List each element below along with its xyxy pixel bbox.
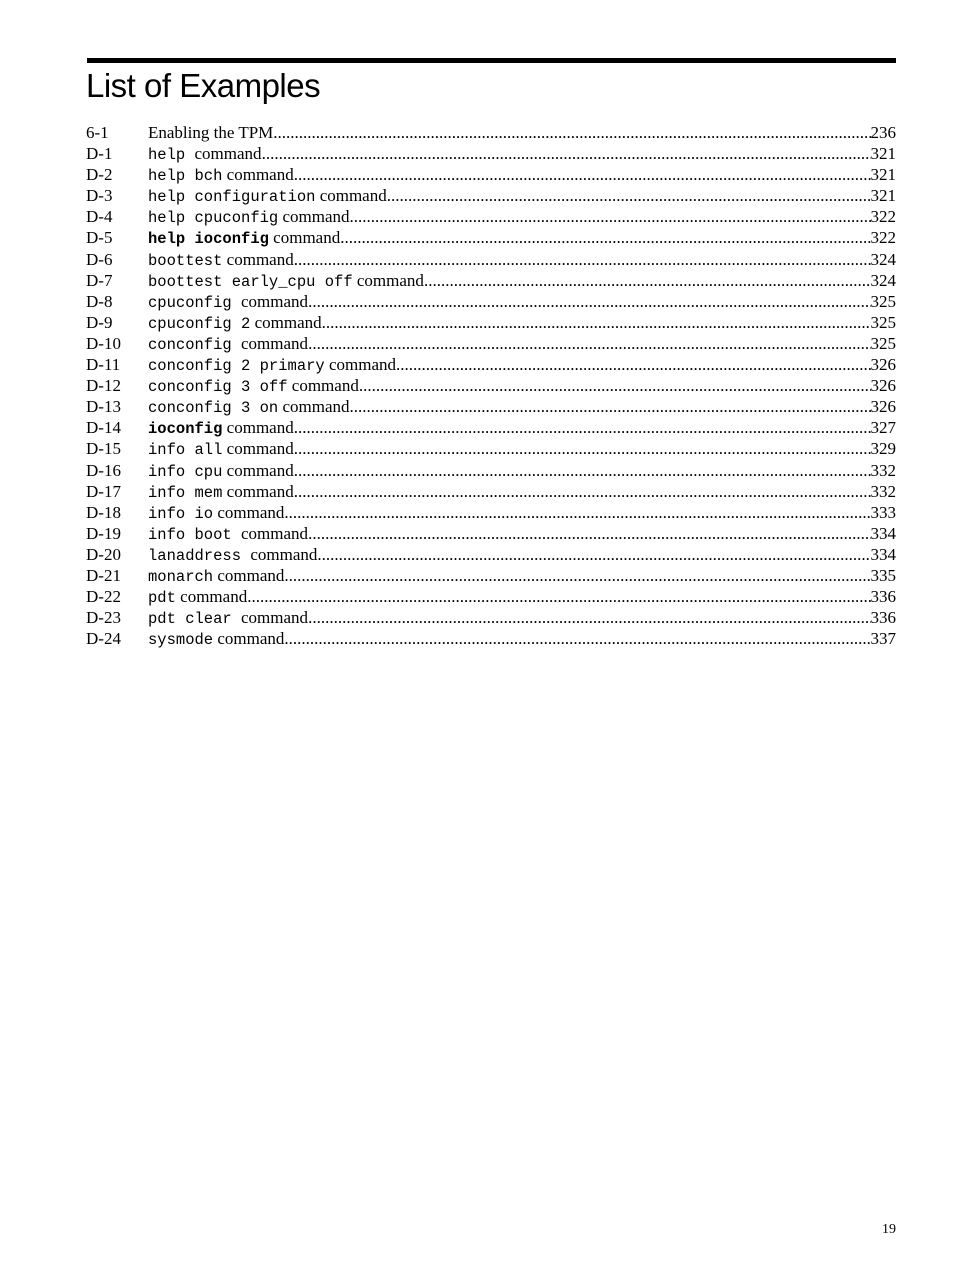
- example-title: [148, 481, 294, 504]
- example-code: cpuconfig: [148, 293, 242, 312]
- dot-leader: [294, 438, 871, 459]
- list-item[interactable]: [86, 122, 896, 143]
- list-item[interactable]: [86, 438, 896, 459]
- example-text: command: [352, 270, 424, 290]
- dot-leader: [340, 227, 870, 248]
- example-code: info io: [148, 504, 214, 523]
- example-page: 335: [870, 565, 896, 585]
- dot-leader: [247, 586, 870, 607]
- example-text: command: [213, 629, 285, 649]
- example-page: 324: [870, 270, 896, 290]
- dot-leader: [294, 249, 871, 270]
- example-number: D-5: [86, 228, 113, 248]
- example-code: help configuration: [148, 188, 316, 207]
- example-number: D-18: [86, 502, 121, 522]
- list-item[interactable]: [86, 206, 896, 227]
- example-page: 337: [870, 629, 896, 649]
- example-title: [148, 206, 350, 229]
- example-title: [148, 586, 247, 609]
- example-title: [148, 628, 284, 651]
- example-text: command: [315, 186, 387, 206]
- example-number: D-1: [86, 144, 113, 164]
- list-item[interactable]: [86, 565, 896, 586]
- top-rule: [87, 58, 896, 63]
- list-item[interactable]: [86, 523, 896, 544]
- example-text: command: [213, 565, 285, 585]
- example-code: pdt clear: [148, 610, 242, 629]
- dot-leader: [359, 375, 871, 396]
- example-code: info all: [148, 441, 223, 460]
- example-title: [148, 502, 284, 525]
- example-title: [148, 565, 284, 588]
- dot-leader: [317, 544, 870, 565]
- example-number: D-11: [86, 355, 121, 375]
- example-number: D-12: [86, 376, 121, 396]
- example-title: [148, 312, 322, 335]
- example-title: [148, 270, 424, 293]
- dot-leader: [424, 270, 871, 291]
- list-item[interactable]: [86, 291, 896, 312]
- example-text: command: [241, 291, 309, 311]
- example-title: [148, 122, 273, 145]
- example-code: boottest: [148, 251, 223, 270]
- example-page: 321: [870, 186, 896, 206]
- example-page: 325: [870, 333, 896, 353]
- example-code: cpuconfig 2: [148, 314, 251, 333]
- example-text: command: [222, 439, 294, 459]
- list-item[interactable]: [86, 227, 896, 248]
- dot-leader: [284, 565, 870, 586]
- example-title: [148, 185, 387, 208]
- example-page: 325: [870, 312, 896, 332]
- dot-leader: [284, 502, 870, 523]
- example-text: command: [194, 144, 262, 164]
- dot-leader: [284, 628, 870, 649]
- example-code: conconfig 3 on: [148, 399, 279, 418]
- example-page: 334: [870, 544, 896, 564]
- example-page: 324: [870, 249, 896, 269]
- example-title: [148, 417, 294, 440]
- example-number: D-20: [86, 544, 121, 564]
- dot-leader: [273, 122, 870, 143]
- example-code: boottest early_cpu off: [148, 272, 353, 291]
- example-code: lanaddress: [148, 546, 251, 565]
- example-number: D-9: [86, 312, 113, 332]
- dot-leader: [350, 206, 871, 227]
- example-number: D-14: [86, 418, 121, 438]
- example-page: 326: [870, 376, 896, 396]
- example-page: 327: [870, 418, 896, 438]
- example-title: [148, 544, 317, 567]
- example-code: info mem: [148, 483, 223, 502]
- example-number: D-17: [86, 481, 121, 501]
- page-number: 19: [882, 1222, 896, 1237]
- example-title: [148, 333, 308, 356]
- example-text: command: [222, 165, 294, 185]
- example-number: D-7: [86, 270, 113, 290]
- example-number: D-8: [86, 291, 113, 311]
- example-page: 325: [870, 291, 896, 311]
- example-code: help cpuconfig: [148, 209, 279, 228]
- list-item[interactable]: [86, 502, 896, 523]
- dot-leader: [308, 523, 870, 544]
- list-item[interactable]: [86, 417, 896, 438]
- list-item[interactable]: [86, 628, 896, 649]
- list-item[interactable]: [86, 143, 896, 164]
- example-code: help bch: [148, 167, 223, 186]
- example-number: D-13: [86, 397, 121, 417]
- dot-leader: [396, 354, 870, 375]
- example-page: 236: [870, 123, 896, 142]
- dot-leader: [308, 607, 870, 628]
- example-title: [148, 354, 396, 377]
- example-code: pdt: [148, 589, 176, 608]
- example-title: [148, 523, 308, 546]
- list-item[interactable]: [86, 481, 896, 502]
- list-item[interactable]: [86, 375, 896, 396]
- example-text: command: [222, 249, 294, 269]
- list-item[interactable]: [86, 354, 896, 375]
- list-item[interactable]: [86, 185, 896, 206]
- page-title: List of Examples: [86, 67, 321, 104]
- list-item[interactable]: [86, 586, 896, 607]
- dot-leader: [308, 333, 870, 354]
- list-item[interactable]: [86, 396, 896, 417]
- dot-leader: [308, 291, 870, 312]
- dot-leader: [387, 185, 871, 206]
- example-page: 336: [870, 608, 896, 628]
- example-code: monarch: [148, 567, 214, 586]
- list-item[interactable]: [86, 460, 896, 481]
- example-title: [148, 396, 350, 419]
- example-text: command: [278, 397, 350, 417]
- example-title: [148, 227, 340, 250]
- example-text: command: [324, 355, 397, 375]
- example-number: D-21: [86, 565, 121, 585]
- example-text: command: [250, 312, 322, 332]
- example-text: command: [241, 608, 309, 628]
- example-page: 321: [870, 165, 896, 185]
- example-text: command: [268, 228, 341, 248]
- dot-leader: [294, 460, 871, 481]
- list-item[interactable]: [86, 270, 896, 291]
- example-number: D-19: [86, 523, 121, 543]
- example-number: D-6: [86, 249, 113, 269]
- dot-leader: [294, 481, 871, 502]
- example-code: conconfig 2 primary: [148, 357, 325, 376]
- example-page: 322: [870, 228, 896, 248]
- example-page: 332: [870, 460, 896, 480]
- example-text: command: [287, 376, 359, 396]
- list-item[interactable]: [86, 249, 896, 270]
- example-text: command: [175, 587, 248, 607]
- example-title: [148, 291, 308, 314]
- example-page: 326: [870, 355, 896, 375]
- example-text: command: [222, 481, 294, 501]
- example-code: conconfig: [148, 335, 242, 354]
- dot-leader: [294, 417, 871, 438]
- example-title: [148, 438, 294, 461]
- example-number: D-22: [86, 587, 121, 607]
- example-number: D-16: [86, 460, 121, 480]
- example-code: conconfig 3 off: [148, 378, 288, 397]
- example-title: [148, 607, 308, 630]
- example-code: sysmode: [148, 631, 214, 650]
- example-number: D-15: [86, 439, 121, 459]
- example-page: 326: [870, 397, 896, 417]
- example-title: [148, 143, 262, 166]
- example-code: help: [148, 146, 195, 165]
- example-code: info cpu: [148, 462, 223, 481]
- example-number: D-4: [86, 207, 113, 227]
- example-number: D-2: [86, 165, 113, 185]
- example-text: command: [222, 418, 294, 438]
- example-title: [148, 249, 294, 272]
- example-text: command: [278, 207, 350, 227]
- example-title: [148, 164, 294, 187]
- example-number: D-23: [86, 608, 121, 628]
- dot-leader: [322, 312, 871, 333]
- example-page: 321: [870, 144, 896, 164]
- list-item[interactable]: [86, 312, 896, 333]
- example-page: 322: [870, 207, 896, 227]
- example-code: info boot: [148, 525, 242, 544]
- example-code: help ioconfig: [148, 230, 269, 249]
- example-page: 334: [870, 523, 896, 543]
- example-text: command: [213, 502, 285, 522]
- example-number: D-24: [86, 629, 121, 649]
- example-text: command: [222, 460, 294, 480]
- example-page: 332: [870, 481, 896, 501]
- example-text: command: [241, 333, 309, 353]
- example-page: 336: [870, 587, 896, 607]
- example-number: D-3: [86, 186, 113, 206]
- list-item[interactable]: [86, 164, 896, 185]
- example-text: command: [241, 523, 309, 543]
- example-text: Enabling the TPM: [148, 123, 274, 142]
- dot-leader: [350, 396, 871, 417]
- list-item[interactable]: [86, 607, 896, 628]
- example-text: command: [250, 544, 318, 564]
- examples-list: [86, 122, 896, 649]
- example-page: 329: [870, 439, 896, 459]
- example-title: [148, 460, 294, 483]
- example-title: [148, 375, 359, 398]
- example-page: 333: [870, 502, 896, 522]
- dot-leader: [294, 164, 871, 185]
- example-code: ioconfig: [148, 420, 223, 439]
- list-item[interactable]: [86, 544, 896, 565]
- dot-leader: [262, 143, 871, 164]
- example-number: D-10: [86, 333, 121, 353]
- example-number: 6-1: [86, 123, 109, 142]
- list-item[interactable]: [86, 333, 896, 354]
